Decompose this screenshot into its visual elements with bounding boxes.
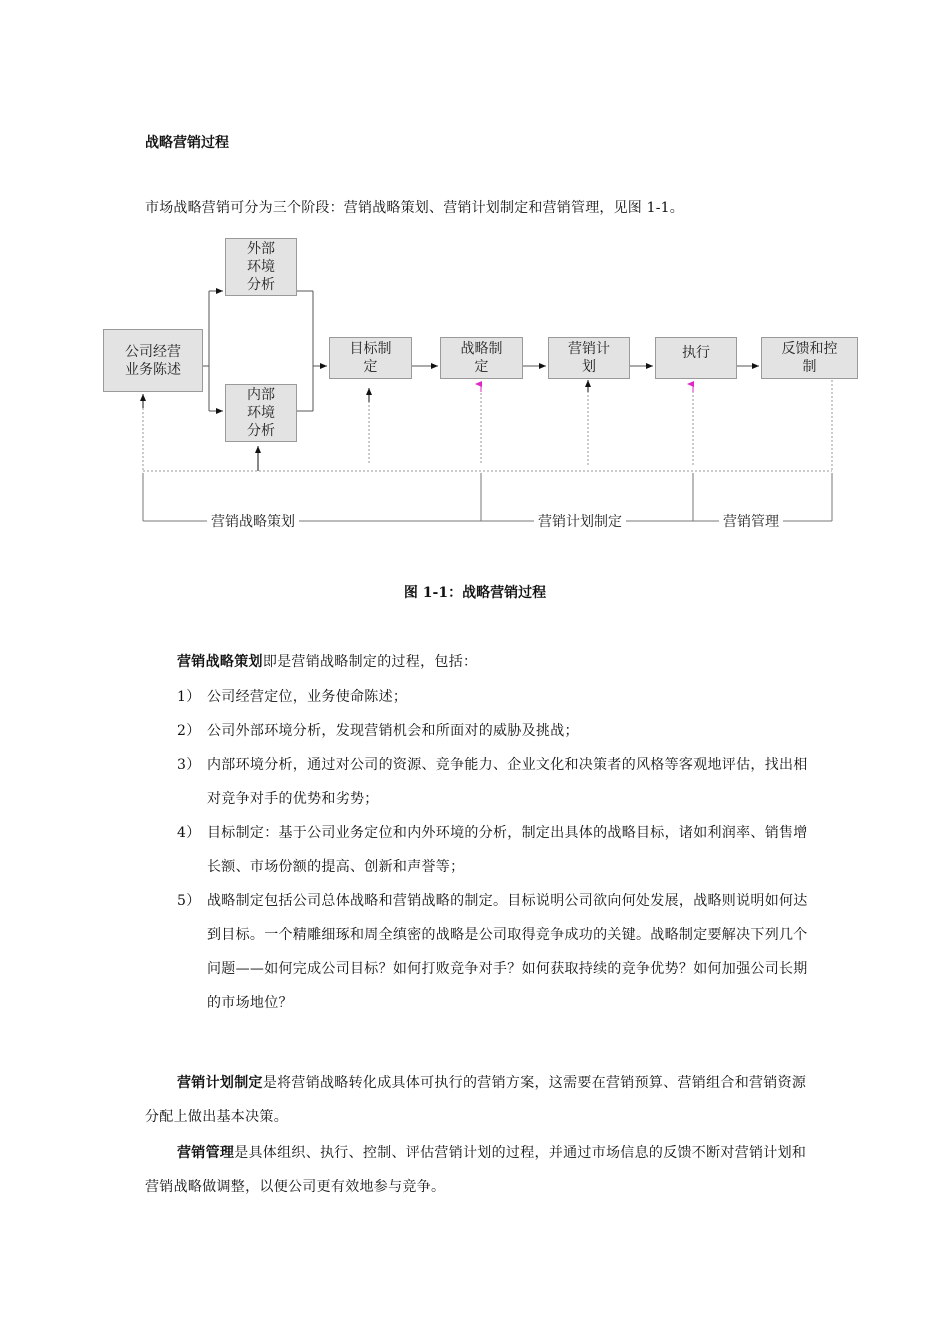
section1-lead [177,645,842,679]
list-item [177,680,817,714]
list-item [177,748,817,816]
box-execution: 执行 [655,337,737,379]
box-strategy-setting: 战略制 定 [440,337,523,379]
section3-term: 营销管理 [177,1145,235,1161]
section1-term: 营销战略策划 [177,654,263,670]
list-item-text: 内部环境分析，通过对公司的资源、竞争能力、企业文化和决策者的风格等客观地评估，找出相对竞争对手的优势和劣势； [207,757,808,807]
intro-paragraph: 市场战略营销可分为三个阶段：营销战略策划、营销计划制定和营销管理，见图 1-1。 [145,200,684,216]
box-feedback-control: 反馈和控 制 [761,337,858,379]
list-item-number: 1） [177,689,201,705]
list-item-number: 4） [177,825,201,841]
section1-lead-text: 即是营销战略制定的过程，包括： [262,654,478,670]
list-item-text: 公司经营定位，业务使命陈述； [207,689,408,705]
list-item-number: 2） [177,723,201,739]
list-item-text: 公司外部环境分析，发现营销机会和所面对的威胁及挑战； [207,723,579,739]
box-company-statement: 公司经营 业务陈述 [103,329,203,392]
document-title: 战略营销过程 [145,135,229,151]
stage-label-management: 营销管理 [719,511,783,531]
list-item-number: 5） [177,893,201,909]
section1-list [177,680,817,1020]
section2-text: 是将营销战略转化成具体可执行的营销方案，这需要在营销预算、营销组合和营销资源分配上做出基本决策。 [145,1075,807,1125]
list-item-text: 战略制定包括公司总体战略和营销战略的制定。目标说明公司欲向何处发展，战略则说明如何达到目标。一个精雕细琢和周全缜密的战略是公司取得竞争成功的关键。战略制定要解决下列几个问题——如何完成公司目标？如何打败竞争对手？如何获取持续的竞争优势？如何加强公司长期的市场地位？ [207,893,808,1011]
list-item [177,884,817,1020]
box-marketing-plan: 营销计 划 [548,337,630,379]
list-item-text: 目标制定：基于公司业务定位和内外环境的分析，制定出具体的战略目标，诸如利润率、销售增长额、市场份额的提高、创新和声誉等； [207,825,808,875]
box-external-analysis: 外部 环境 分析 [225,238,297,296]
section3-text: 是具体组织、执行、控制、评估营销计划的过程，并通过市场信息的反馈不断对营销计划和营销战略做调整，以便公司更有效地参与竞争。 [145,1145,807,1195]
diagram-connectors [0,0,950,560]
section2-term: 营销计划制定 [177,1075,263,1091]
figure-caption: 图 1-1：战略营销过程 [403,585,547,601]
list-item-number: 3） [177,757,201,773]
strategic-marketing-diagram [0,0,950,560]
box-goal-setting: 目标制 定 [329,337,412,379]
section3-paragraph [145,1136,810,1204]
section2-paragraph [145,1066,810,1134]
list-item [177,714,817,748]
stage-label-plan-making: 营销计划制定 [534,511,626,531]
list-item [177,816,817,884]
stage-label-planning: 营销战略策划 [207,511,299,531]
box-internal-analysis: 内部 环境 分析 [225,384,297,442]
